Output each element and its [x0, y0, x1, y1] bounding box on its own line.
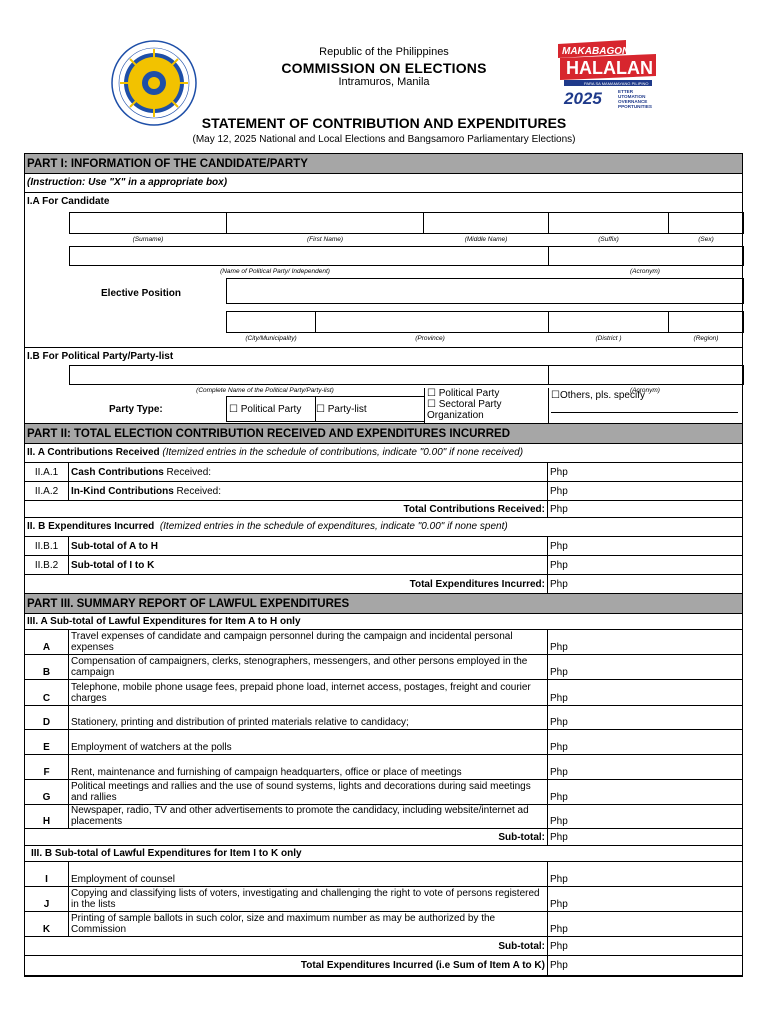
inkind-contributions-code: II.A.2	[25, 482, 69, 500]
lawful-expense-a-h-code: H	[25, 805, 69, 828]
party-caption: (Name of Political Party/ Independent)	[220, 268, 330, 275]
district-caption: (District )	[595, 335, 622, 342]
region-caption: (Region)	[693, 335, 719, 342]
total-contributions-row	[25, 501, 742, 518]
ib-acronym-caption: (Acronym)	[630, 387, 660, 394]
surname-caption: (Surname)	[132, 236, 164, 243]
city-field[interactable]	[226, 311, 316, 333]
elective-position-field[interactable]	[226, 278, 744, 304]
subtotal-i-k-code: II.B.2	[25, 556, 69, 574]
lawful-expense-i-k-desc: Copying and classifying lists of voters, investigating and challenging the right to vote of persons registered in the lists	[69, 887, 548, 911]
party-block	[25, 348, 742, 424]
part3b-subtotal-value[interactable]: Php	[550, 940, 568, 952]
form-subtitle: (May 12, 2025 National and Local Elections and Bangsamoro Parliamentary Elections)	[192, 134, 576, 145]
lawful-expense-a-h-code: A	[25, 630, 69, 654]
contributions-received-row	[25, 444, 742, 463]
checkbox-political-party[interactable]: ☐ Political Party	[229, 404, 302, 415]
part3b-label: III. B Sub-total of Lawful Expenditures for Item I to K only	[31, 848, 302, 859]
province-caption: (Province)	[415, 335, 445, 342]
lawful-expense-i-k-code: I	[25, 862, 69, 886]
lawful-expense-i-k-desc: Printing of sample ballots in such color, size and maximum number as may be authorized by the Commission	[69, 912, 548, 936]
contributions-received-label: II. A Contributions Received	[27, 447, 160, 458]
region-field[interactable]	[668, 311, 744, 333]
lawful-expense-a-h-value[interactable]: Php	[550, 642, 568, 653]
part3b-label-row	[25, 846, 742, 862]
lawful-expense-a-h-desc: Employment of watchers at the polls	[69, 730, 548, 754]
acronym-caption: (Acronym)	[630, 268, 660, 275]
lawful-expense-i-k-row	[25, 887, 742, 912]
total-expenditures-value[interactable]: Php	[550, 578, 568, 590]
total-expenditures-row	[25, 575, 742, 594]
grand-total-value[interactable]: Php	[550, 960, 568, 971]
logo-year: 2025	[564, 89, 602, 108]
party-type-political-cell	[226, 396, 316, 422]
lawful-expense-a-h-desc: Telephone, mobile phone usage fees, prepaid phone load, internet access, postages, freight and courier charges	[69, 680, 548, 705]
lawful-expense-a-h-code: G	[25, 780, 69, 804]
lawful-expense-a-h-row	[25, 680, 742, 706]
lawful-expense-a-h-code: B	[25, 655, 69, 679]
lawful-expense-i-k-value[interactable]: Php	[550, 874, 568, 885]
checkbox-others-specify[interactable]: ☐Others, pls. specify	[551, 390, 645, 401]
logo-word-2: UTOMATION	[618, 94, 646, 99]
form-title: STATEMENT OF CONTRIBUTION AND EXPENDITURES	[201, 115, 567, 131]
lawful-expense-a-h-value[interactable]: Php	[550, 667, 568, 678]
party-type-label: Party Type:	[109, 404, 163, 415]
lawful-expense-a-h-value[interactable]: Php	[550, 792, 568, 803]
lawful-expense-a-h-row	[25, 730, 742, 755]
lawful-expense-a-h-desc: Travel expenses of candidate and campaign personnel during the campaign and incidental personal expenses	[69, 630, 548, 654]
lawful-expense-a-h-desc: Political meetings and rallies and the use of sound systems, lights and decorations during said meetings and rallies	[69, 780, 548, 804]
suffix-field[interactable]	[548, 212, 669, 234]
subtotal-a-h-desc: Sub-total of A to H	[69, 537, 548, 555]
part1-instruction-row	[25, 174, 742, 193]
suffix-caption: (Suffix)	[598, 236, 619, 243]
lawful-expense-a-h-desc: Stationery, printing and distribution of printed materials relative to candidacy;	[69, 706, 548, 729]
lawful-expense-a-h-code: C	[25, 680, 69, 705]
part3a-subtotal-row	[25, 829, 742, 846]
lawful-expense-a-h-row	[25, 805, 742, 829]
part3b-subtotal-row	[25, 937, 742, 956]
middle-name-field[interactable]	[423, 212, 549, 234]
location-caption-row	[25, 335, 742, 348]
inkind-contributions-desc: In-Kind Contributions Received:	[69, 482, 548, 500]
first-name-field[interactable]	[226, 212, 424, 234]
part3a-subtotal-label: Sub-total:	[25, 829, 548, 845]
subtotal-a-h-code: II.B.1	[25, 537, 69, 555]
ib-label: I.B For Political Party/Party-list	[27, 351, 174, 362]
city-caption: (City/Municipality)	[245, 335, 297, 342]
surname-field[interactable]	[69, 212, 227, 234]
part3a-label-row	[25, 614, 742, 630]
lawful-expense-i-k-value[interactable]: Php	[550, 924, 568, 935]
subtotal-a-h-row	[25, 537, 742, 556]
logo-line1: MAKABAGONG	[562, 46, 637, 57]
comelec-seal-icon	[111, 40, 197, 126]
cash-contributions-row	[25, 463, 742, 482]
lawful-expense-a-h-code: E	[25, 730, 69, 754]
lawful-expense-a-h-row	[25, 780, 742, 805]
candidate-block	[25, 193, 742, 335]
cash-contributions-desc: Cash Contributions Received:	[69, 463, 548, 481]
logo-word-1: ETTER	[618, 89, 634, 94]
political-party-field[interactable]	[69, 246, 549, 266]
checkbox-sectoral-party[interactable]: ☐ Sectoral Party	[427, 399, 502, 410]
lawful-expense-i-k-code: J	[25, 887, 69, 911]
commission-name: COMMISSION ON ELECTIONS	[281, 60, 487, 76]
logo-word-3: OVERNANCE	[618, 99, 648, 104]
inkind-contributions-row	[25, 482, 742, 501]
party-complete-name-field[interactable]	[69, 365, 549, 385]
grand-total-label: Total Expenditures Incurred (i.e Sum of Item A to K)	[25, 956, 548, 975]
checkbox-party-list[interactable]: ☐ Party-list	[316, 404, 367, 415]
lawful-expense-a-h-value[interactable]: Php	[550, 693, 568, 704]
first-name-caption: (First Name)	[306, 236, 344, 243]
republic-line: Republic of the Philippines	[319, 46, 449, 58]
party-type-others-cell	[548, 388, 744, 424]
lawful-expense-a-h-row	[25, 655, 742, 680]
soce-form	[24, 153, 743, 977]
logo-word-4: PPORTUNITIES	[618, 104, 652, 109]
middle-name-caption: (Middle Name)	[464, 236, 508, 243]
province-field[interactable]	[315, 311, 549, 333]
cash-contributions-code: II.A.1	[25, 463, 69, 481]
checkbox-political-party-org[interactable]: ☐ Political Party	[427, 388, 500, 399]
part3b-rows	[25, 862, 742, 937]
lawful-expense-a-h-value[interactable]: Php	[550, 816, 568, 827]
lawful-expense-a-h-desc: Newspaper, radio, TV and other advertisements to promote the candidacy, including website/internet ad placements	[69, 805, 548, 828]
lawful-expense-i-k-row	[25, 862, 742, 887]
expenditures-incurred-note: (Itemized entries in the schedule of expenditures, indicate "0.00" if none spent)	[154, 521, 508, 532]
expenditures-incurred-row	[25, 518, 742, 537]
lawful-expense-a-h-code: D	[25, 706, 69, 729]
lawful-expense-i-k-value[interactable]: Php	[550, 899, 568, 910]
subtotal-i-k-desc: Sub-total of I to K	[69, 556, 548, 574]
subtotal-i-k-value[interactable]: Php	[550, 559, 568, 571]
lawful-expense-a-h-value[interactable]: Php	[550, 767, 568, 778]
lawful-expense-a-h-row	[25, 755, 742, 780]
others-specify-line[interactable]	[551, 412, 738, 413]
part1-instruction: (Instruction: Use "X" in a appropriate box)	[27, 177, 228, 188]
district-field[interactable]	[548, 311, 669, 333]
lawful-expense-a-h-desc: Rent, maintenance and furnishing of campaign headquarters, office or place of meetings	[69, 755, 548, 779]
lawful-expense-i-k-desc: Employment of counsel	[69, 862, 548, 886]
ia-label: I.A For Candidate	[27, 196, 110, 207]
commission-location: Intramuros, Manila	[338, 76, 430, 88]
lawful-expense-i-k-code: K	[25, 912, 69, 936]
party-list-acronym-field[interactable]	[548, 365, 744, 385]
part3a-label: III. A Sub-total of Lawful Expenditures for Item A to H only	[27, 616, 301, 627]
contributions-received-note: (Itemized entries in the schedule of contributions, indicate "0.00" if none received)	[159, 447, 524, 458]
organization-label: Organization	[427, 410, 484, 421]
document-header	[0, 0, 768, 152]
expenditures-incurred-label: II. B Expenditures Incurred	[27, 521, 155, 532]
part1-heading: PART I: INFORMATION OF THE CANDIDATE/PARTY	[25, 154, 742, 174]
party-type-partylist-cell	[315, 396, 425, 422]
makabagong-halalan-logo-icon	[556, 40, 660, 110]
lawful-expense-i-k-row	[25, 912, 742, 937]
lawful-expense-a-h-desc: Compensation of campaigners, clerks, stenographers, messengers, and other persons employed in the campaign	[69, 655, 548, 679]
part2-heading: PART II: TOTAL ELECTION CONTRIBUTION RECEIVED AND EXPENDITURES INCURRED	[25, 424, 742, 444]
lawful-expense-a-h-code: F	[25, 755, 69, 779]
lawful-expense-a-h-value[interactable]: Php	[550, 742, 568, 753]
part3a-rows	[25, 630, 742, 829]
part3-heading: PART III. SUMMARY REPORT OF LAWFUL EXPENDITURES	[25, 594, 742, 614]
subtotal-a-h-value[interactable]: Php	[550, 540, 568, 552]
cash-contributions-value[interactable]: Php	[550, 466, 568, 478]
total-contributions-value[interactable]: Php	[550, 503, 568, 515]
complete-name-caption: (Complete Name of the Political Party/Party-list)	[196, 387, 334, 394]
lawful-expense-a-h-row	[25, 706, 742, 730]
party-type-org-cell	[424, 388, 549, 424]
part3a-subtotal-value[interactable]: Php	[550, 831, 568, 843]
total-contributions-label: Total Contributions Received:	[25, 501, 548, 517]
elective-position-label: Elective Position	[101, 288, 182, 299]
logo-tag: PARA SA MAMAMAYANG PILIPINO	[584, 81, 649, 86]
sex-field[interactable]	[668, 212, 744, 234]
sex-caption: (Sex)	[698, 236, 714, 243]
party-acronym-field[interactable]	[548, 246, 744, 266]
lawful-expense-a-h-value[interactable]: Php	[550, 717, 568, 728]
subtotal-i-k-row	[25, 556, 742, 575]
inkind-contributions-value[interactable]: Php	[550, 485, 568, 497]
logo-line2: HALALAN	[566, 58, 653, 78]
total-expenditures-label: Total Expenditures Incurred:	[25, 575, 548, 593]
part3b-subtotal-label: Sub-total:	[25, 937, 548, 955]
grand-total-row	[25, 956, 742, 975]
lawful-expense-a-h-row	[25, 630, 742, 655]
